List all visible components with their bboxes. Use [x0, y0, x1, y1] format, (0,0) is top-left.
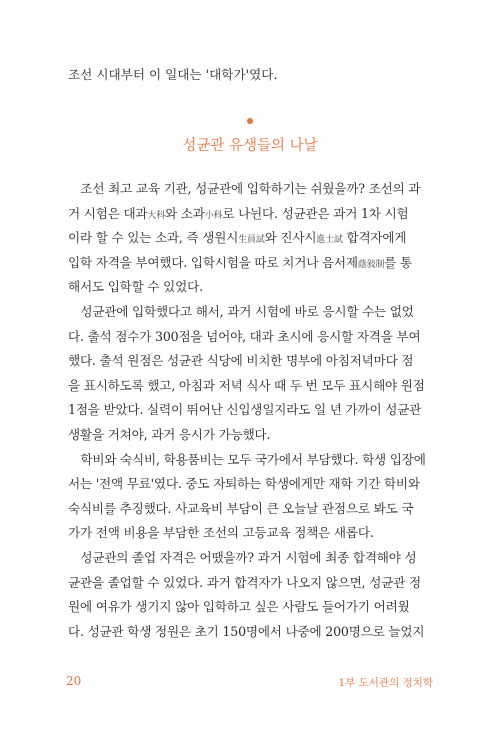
body-text-run: 서는 '전액 무료'였다. 중도 자퇴하는 학생에게만 재학 기간 학비와 — [68, 476, 420, 492]
body-text-run: 다. 성균관 학생 정원은 초기 150명에서 나중에 200명으로 늘었지 — [68, 623, 425, 639]
body-line — [68, 304, 432, 320]
body-text-run: 를 통 — [384, 254, 413, 270]
body-text-run: 입학 자격을 부여했다. 입학시험을 따로 치거나 음서제 — [68, 254, 358, 270]
body-text-run: 와 진사시 — [264, 230, 317, 246]
body-line — [68, 525, 432, 541]
body-text-run: 생활을 거쳐야, 과거 응시가 가능했다. — [68, 427, 271, 442]
hanja-annotation: 小科 — [204, 210, 223, 221]
body-line — [68, 624, 432, 640]
body-text-run: 했다. 출석 원점은 성균관 식당에 비치한 명부에 아침저녁마다 점 — [68, 353, 414, 369]
body-line — [68, 550, 432, 566]
body-text-run: 학비와 숙식비, 학용품비는 모두 국가에서 부담했다. 학생 입장에 — [68, 451, 426, 467]
body-line — [68, 575, 432, 591]
hanja-annotation: 進士試 — [316, 235, 343, 246]
body-text-run: 을 표시하도록 했고, 아침과 저녁 식사 때 두 번 모두 표시해야 원점 — [68, 377, 425, 393]
body-text-run: 가가 전액 비용을 부담한 조선의 고등교육 정책은 새롭다. — [68, 525, 374, 541]
body-line — [68, 599, 432, 615]
body-line — [68, 279, 432, 295]
body-line — [68, 476, 432, 492]
body-line — [68, 427, 432, 443]
section-bullet-dot — [247, 118, 253, 124]
body-text-run: 와 소과 — [165, 205, 205, 221]
body-text-run: 해서도 입학할 수 있었다. — [68, 279, 203, 295]
body-text-run: 조선 최고 교육 기관, 성균관에 입학하기는 쉬웠을까? 조선의 과 — [68, 181, 421, 196]
body-line — [68, 353, 432, 369]
body-text-run: 합격자에게 — [342, 230, 407, 246]
body-text-run: 원에 여유가 생기지 않아 입학하고 싶은 사람도 들어가기 어려웠 — [68, 599, 410, 615]
hanja-annotation: 大科 — [147, 210, 166, 221]
body-text-run: 이라 할 수 있는 소과, 즉 생원시 — [68, 230, 239, 246]
intro-line: 조선 시대부터 이 일대는 '대학가'였다. — [68, 67, 278, 82]
body-text-run: 거 시험은 대과 — [68, 205, 148, 221]
body-text-run: 로 나뉜다. 성균관은 과거 1차 시험 — [222, 205, 409, 221]
body-line — [68, 402, 432, 418]
hanja-annotation: 生員試 — [238, 235, 265, 246]
body-text-run: 1점을 받았다. 실력이 뛰어난 신입생일지라도 일 년 가까이 성균관 — [68, 402, 422, 418]
body-line — [68, 452, 432, 468]
hanja-annotation: 蔭敍制 — [357, 259, 385, 270]
body-text-run: 숙식비를 추징했다. 사교육비 부담이 큰 오늘날 관점으로 봐도 국 — [68, 500, 414, 516]
body-line — [68, 501, 432, 517]
body-line — [68, 329, 432, 345]
body-text-run: 성균관에 입학했다고 해서, 과거 시험에 바로 응시할 수는 없었 — [68, 304, 414, 319]
body-line — [68, 230, 432, 248]
page-number: 20 — [66, 674, 82, 688]
body-line — [68, 206, 432, 224]
body-text-run: 균관을 졸업할 수 있었다. 과거 합격자가 나오지 않으면, 성균관 정 — [68, 574, 421, 590]
running-chapter-title: 1부 도서관의 정치학 — [338, 677, 433, 689]
body-text-run: 성균관의 졸업 자격은 어땠을까? 과거 시험에 최종 합격해야 성 — [68, 550, 417, 565]
body-line — [68, 378, 432, 394]
body-line — [68, 255, 432, 273]
body-text-run: 다. 출석 점수가 300점을 넘어야, 대과 초시에 응시할 자격을 부여 — [68, 328, 421, 344]
body-line — [68, 181, 432, 197]
section-title: 성균관 유생들의 나날 — [182, 138, 318, 154]
